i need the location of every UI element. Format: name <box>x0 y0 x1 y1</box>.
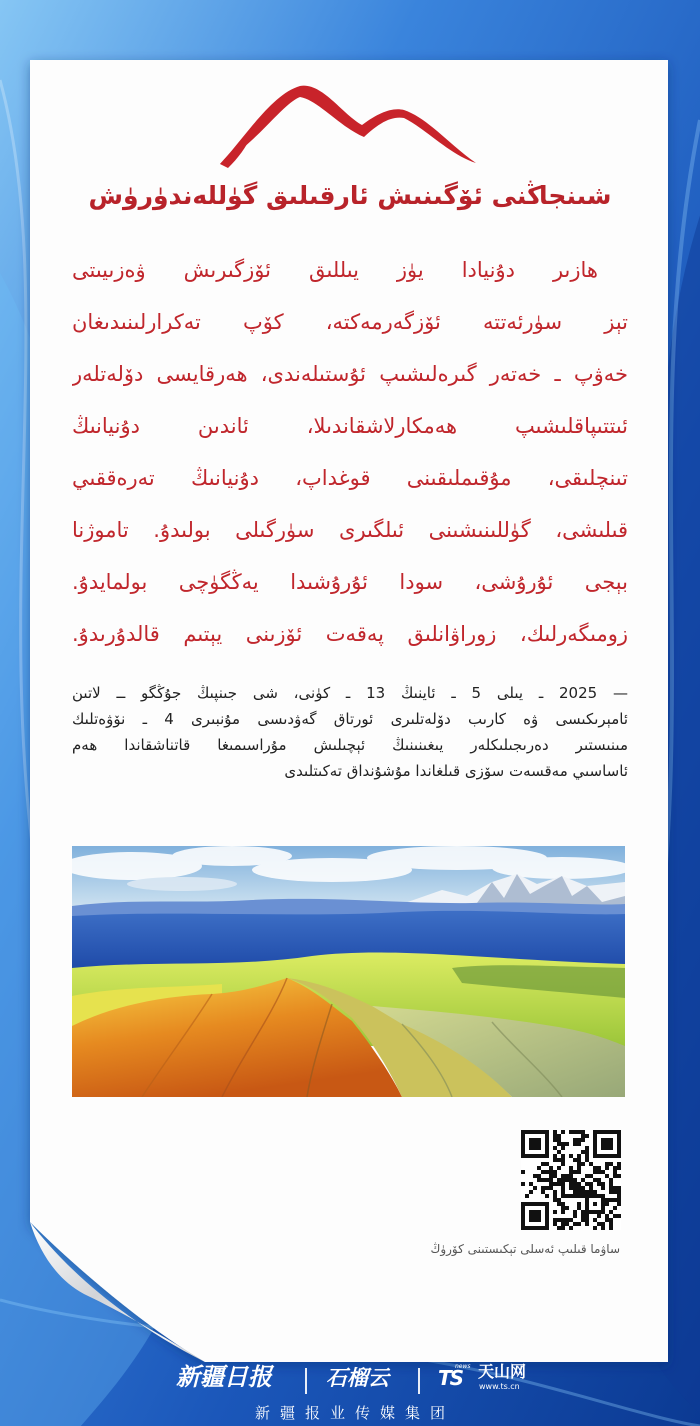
qr-code-icon <box>521 1130 621 1230</box>
tianshan-mark-sub: news <box>455 1363 471 1370</box>
tianshan-url: www.ts.cn <box>479 1382 520 1391</box>
media-group-name: 新疆报业传媒集团 <box>254 1404 455 1422</box>
landscape-photo <box>72 846 625 1097</box>
poster-title: شىنجاڭنى ئۆگىنىش ئارقىلىق گۈللەندۈرۈش <box>88 181 612 210</box>
attribution-line: — 2025 ـ يىلى 5 ـ ئاينىڭ 13 ـ كۈنى، شى جىنپىڭ جۇڭگو ــ لاتىن <box>72 684 628 702</box>
tianshan-mark-logo: TS <box>438 1366 463 1390</box>
attribution-line: ئاساسىي مەقسەت سۆزى قىلغاندا مۇشۇنداق تەكىتلىدى <box>284 762 628 780</box>
statement-line: ئىتتىپاقلىشىپ ھەمكارلاشقاندىلا، ئاندىن دۇنيانىڭ <box>72 414 628 438</box>
statement-line: تېز سۈرئەتتە ئۆزگەرمەكتە، كۆپ تەكرارلىنىدىغان <box>72 310 628 334</box>
source-attribution <box>72 680 628 784</box>
mountain-logo-icon <box>210 78 485 173</box>
statement-line: خەۋپ ـ خەتەر گىرەلىشىپ ئۇستىلەندى، ھەرقايسى دۆلەتلەر <box>72 362 628 386</box>
footer-divider <box>418 1368 420 1394</box>
xinjiang-daily-logo: 新疆日报 <box>176 1362 272 1391</box>
main-statement <box>72 244 628 660</box>
footer-divider <box>305 1368 307 1394</box>
attribution-line: مىنىستىر دەرىجىلىكلەر يىغىنىنىڭ ئېچىلىش مۇراسىمىغا قاتناشقاندا ھەم <box>72 736 628 754</box>
statement-line: هازىر دۇنيادا يۈز يىللىق ئۆزگىرىش ۋەزىيىتى <box>72 258 598 282</box>
mountain-stroke-base <box>220 134 252 168</box>
statement-line: زومىگەرلىك، زوراۋانلىق پەقەت ئۆزىنى يېتىم قالدۇرىدۇ. <box>72 622 628 646</box>
statement-line: تىنچلىقى، مۇقىملىقىنى قوغداپ، دۇنيانىڭ تەرەققىي <box>72 466 628 490</box>
attribution-line: ئامېرىكىسى ۋە كارىب دۆلەتلىرى ئورتاق گەۋدىسى مۇنبىرى 4 ـ نۆۋەتلىك <box>72 710 628 728</box>
shiliuyun-logo: 石榴云 <box>326 1365 389 1390</box>
statement-line: قىلىشى، گۈللىنىشىنى ئىلگىرى سۈرگىلى بولىدۇ. تاموژنا <box>72 518 628 542</box>
qr-caption: ساۋما قىلىپ ئەسلى تېكىستىنى كۆرۈڭ <box>430 1242 620 1256</box>
mountain-stroke <box>220 86 476 164</box>
statement-line: بېجى ئۇرۇشى، سودا ئۇرۇشىدا يەڭگۈچى بولمايدۇ. <box>72 570 628 594</box>
tianshan-net-logo: 天山网 <box>478 1362 527 1381</box>
